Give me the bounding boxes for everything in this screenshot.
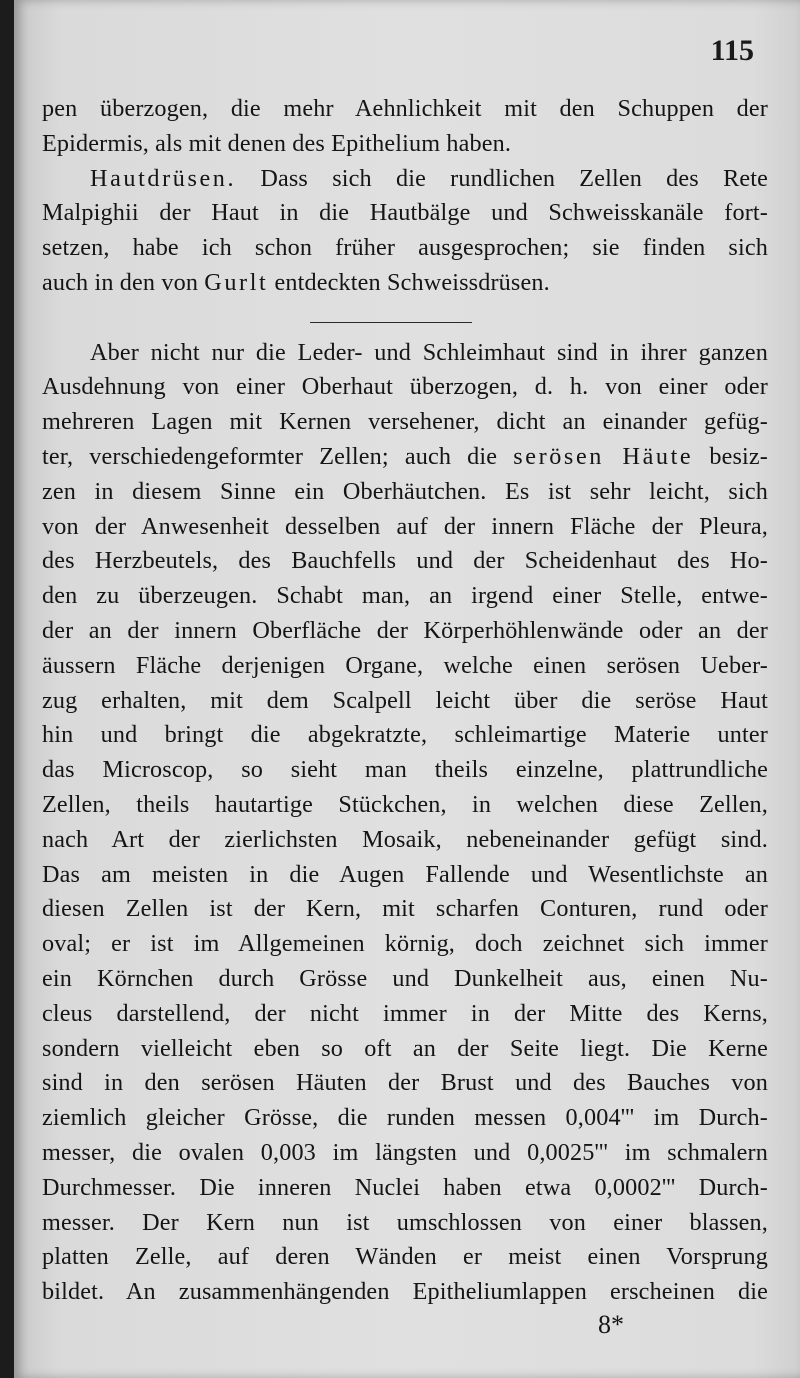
text-line: ziemlich gleicher Grösse, die runden messen 0,004''' im Durch- <box>42 1104 768 1132</box>
text-line: Ausdehnung von einer Oberhaut überzogen, d. h. von einer oder <box>42 373 768 401</box>
text-line: pen überzogen, die mehr Aehnlichkeit mit den Schuppen der <box>42 95 768 122</box>
text-line: mehreren Lagen mit Kernen versehener, dicht an einander gefüg- <box>42 408 768 436</box>
text-line: Epidermis, als mit denen des Epithelium haben. <box>42 129 512 157</box>
text-line: sondern vielleicht eben so oft an der Seite liegt. Die Kerne <box>42 1034 768 1062</box>
text-line: Zellen, theils hautartige Stückchen, in welchen diese Zellen, <box>42 790 768 818</box>
section-gap <box>42 301 768 336</box>
text-line: Das am meisten in die Augen Fallende und Wesentlichste an <box>42 860 768 888</box>
text-line: Aber nicht nur die Leder- und Schleimhaut sind in ihrer ganzen <box>90 338 768 366</box>
text-line: sind in den serösen Häuten der Brust und des Bauches von <box>42 1069 768 1097</box>
text-line: oval; er ist im Allgemeinen körnig, doch zeichnet sich immer <box>42 930 768 958</box>
text-segment: besiz- <box>709 442 768 470</box>
person-name: Gurlt <box>204 268 269 296</box>
paragraph-seroese-haeute <box>42 336 768 1310</box>
body-text <box>42 92 768 1310</box>
paragraph-hautdruesen <box>42 162 768 301</box>
emphasized-term: serösen Häute <box>513 442 694 470</box>
text-line: setzen, habe ich schon früher ausgesprochen; sie finden sich <box>42 234 768 262</box>
text-line: zen in diesem Sinne ein Oberhäutchen. Es ist sehr leicht, sich <box>42 477 768 505</box>
text-line: diesen Zellen ist der Kern, mit scharfen Conturen, rund oder <box>42 895 768 923</box>
text-line: den zu überzeugen. Schabt man, an irgend einer Stelle, entwe- <box>42 582 768 610</box>
text-line <box>42 266 768 301</box>
text-line: bildet. An zusammenhängenden Epitheliumlappen erscheinen die <box>42 1278 768 1306</box>
text-line: ein Körnchen durch Grösse und Dunkelheit aus, einen Nu- <box>42 964 768 992</box>
text-line: nach Art der zierlichsten Mosaik, nebeneinander gefügt sind. <box>42 825 768 853</box>
text-line: messer, die ovalen 0,003 im längsten und 0,0025''' im schmalern <box>42 1138 768 1166</box>
text-line: messer. Der Kern nun ist umschlossen von einer blassen, <box>42 1208 768 1236</box>
text-line: cleus darstellend, der nicht immer in der Mitte des Kerns, <box>42 999 768 1027</box>
text-line: der an der innern Oberfläche der Körperhöhlenwände oder an der <box>42 616 768 644</box>
text-segment: auch in den von <box>42 268 199 296</box>
text-line: äussern Fläche derjenigen Organe, welche einen serösen Ueber- <box>42 651 768 679</box>
text-segment: Dass sich die rundlichen Zellen des Rete <box>260 164 768 192</box>
paragraph-1 <box>42 92 768 162</box>
section-heading: Hautdrüsen. <box>90 164 237 192</box>
text-line: das Microscop, so sieht man theils einzelne, plattrundliche <box>42 756 768 784</box>
text-line: Malpighii der Haut in die Hautbälge und Schweisskanäle fort- <box>42 199 768 227</box>
text-line: von der Anwesenheit desselben auf der innern Fläche der Pleura, <box>42 512 768 540</box>
text-line: platten Zelle, auf deren Wänden er meist einen Vorsprung <box>42 1243 768 1271</box>
signature-mark: 8* <box>598 1310 624 1339</box>
text-line: zug erhalten, mit dem Scalpell leicht über die seröse Haut <box>42 686 768 714</box>
text-segment: ter, verschiedengeformter Zellen; auch die <box>42 442 498 470</box>
text-line <box>42 440 768 475</box>
section-divider <box>310 322 472 323</box>
page-number: 115 <box>710 34 754 67</box>
text-line: des Herzbeutels, des Bauchfells und der Scheidenhaut des Ho- <box>42 547 768 575</box>
text-line: Durchmesser. Die inneren Nuclei haben etwa 0,0002''' Durch- <box>42 1173 768 1201</box>
text-segment: entdeckten Schweissdrüsen. <box>274 268 550 296</box>
text-line: hin und bringt die abgekratzte, schleimartige Materie unter <box>42 721 768 749</box>
book-page <box>14 0 800 1378</box>
text-line <box>42 162 768 197</box>
